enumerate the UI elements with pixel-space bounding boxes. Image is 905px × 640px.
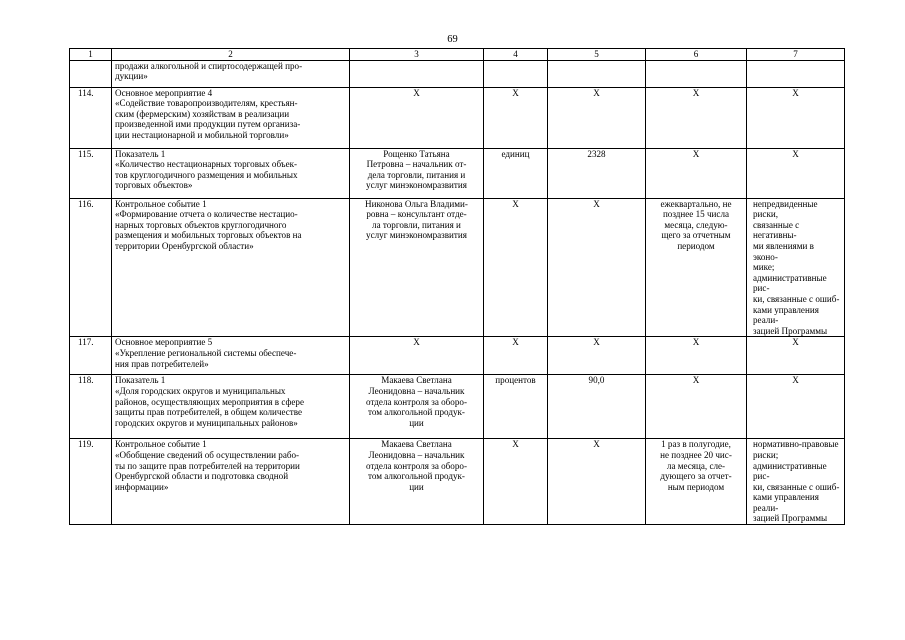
row-number: 118. bbox=[70, 375, 112, 439]
deadline: Х bbox=[692, 148, 700, 159]
target-value: Х bbox=[548, 198, 646, 337]
deadline: Х bbox=[692, 375, 700, 386]
unit: процентов bbox=[484, 375, 548, 439]
target-value: 2328 bbox=[548, 148, 646, 198]
column-header: 1 bbox=[70, 49, 112, 61]
column-header: 3 bbox=[350, 49, 484, 61]
measure-name: Контрольное событие 1 «Обобщение сведений об осуществлении рабо- ты по защите прав потребителей на территории Оренбургской области и подготовка сводной информации» bbox=[115, 439, 300, 492]
responsible-person: Никонова Ольга Владими- ровна – консультант отде- ла торговли, питания и услуг минэкономразвития bbox=[365, 198, 468, 241]
measure-name: Показатель 1 «Количество нестационарных торговых объек- тов круглогодичного размещения и мобильных торговых объектов» bbox=[115, 148, 298, 191]
risks: Х bbox=[792, 87, 799, 98]
column-header: 2 bbox=[112, 49, 350, 61]
risks: нормативно-правовые риски; административные рис- ки, связанные с ошиб- ками управления реали- зацией Программы bbox=[753, 439, 840, 524]
unit: Х bbox=[484, 337, 548, 375]
unit: Х bbox=[484, 198, 548, 337]
unit: Х bbox=[484, 439, 548, 525]
program-measures-table bbox=[69, 48, 845, 525]
measure-name: продажи алкогольной и спиртосодержащей про- дукции» bbox=[115, 60, 303, 82]
table-row bbox=[70, 198, 845, 337]
deadline: Х bbox=[692, 87, 700, 98]
target-value: Х bbox=[548, 337, 646, 375]
row-number: 114. bbox=[70, 87, 112, 148]
deadline: 1 раз в полугодие, не позднее 20 чис- ла месяца, сле- дующего за отчет- ным периодом bbox=[660, 439, 732, 492]
row-number: 115. bbox=[70, 148, 112, 198]
measure-name: Основное мероприятие 4 «Содействие товаропроизводителям, крестьян- ским (фермерским) хозяйствам в реализации произведенной ими продукции путем организа- ции нестационарной и мобильной торговли» bbox=[115, 87, 301, 140]
row-number: 116. bbox=[70, 198, 112, 337]
table-row bbox=[70, 60, 845, 87]
row-number: 119. bbox=[70, 439, 112, 525]
row-number bbox=[70, 60, 112, 87]
column-header: 5 bbox=[548, 49, 646, 61]
target-value: 90,0 bbox=[548, 375, 646, 439]
target-value bbox=[548, 60, 646, 87]
table-row bbox=[70, 148, 845, 198]
responsible-person: Х bbox=[413, 337, 420, 348]
risks: Х bbox=[792, 148, 799, 159]
measure-name: Контрольное событие 1 «Формирование отчета о количестве нестацио- нарных торговых объектов круглогодичного размещения и мобильных торговых объектов на территории Оренбургской области» bbox=[115, 198, 302, 251]
target-value: Х bbox=[548, 439, 646, 525]
unit: единиц bbox=[484, 148, 548, 198]
measure-name: Основное мероприятие 5 «Укрепление региональной системы обеспече- ния прав потребителей» bbox=[115, 337, 297, 369]
responsible-person: Макаева Светлана Леонидовна – начальник отдела контроля за оборо- том алкогольной продук- ции bbox=[366, 439, 467, 492]
risks: Х bbox=[792, 375, 799, 386]
row-number: 117. bbox=[70, 337, 112, 375]
risks: Х bbox=[792, 337, 799, 348]
table-row bbox=[70, 375, 845, 439]
risks: непредвиденные риски, связанные с негативны- ми явлениями в эконо- мике; административные рис- ки, связанные с ошиб- ками управления реали- зацией Программы bbox=[753, 198, 840, 336]
responsible-person: Рощенко Татьяна Петровна – начальник от- дела торговли, питания и услуг минэкономразвития bbox=[366, 148, 467, 191]
unit bbox=[484, 60, 548, 87]
column-number-row bbox=[70, 49, 845, 61]
unit: Х bbox=[484, 87, 548, 148]
target-value: Х bbox=[548, 87, 646, 148]
measure-name: Показатель 1 «Доля городских округов и муниципальных районов, осуществляющих мероприятия в сфере защиты прав потребителей, в общем количестве городских округов и муниципальных районов» bbox=[115, 375, 305, 428]
column-header: 6 bbox=[646, 49, 747, 61]
page-number: 69 bbox=[447, 34, 458, 45]
column-header: 4 bbox=[484, 49, 548, 61]
deadline: Х bbox=[692, 337, 700, 348]
column-header: 7 bbox=[747, 49, 845, 61]
table-row bbox=[70, 439, 845, 525]
table-row bbox=[70, 87, 845, 148]
responsible-person: Макаева Светлана Леонидовна – начальник отдела контроля за оборо- том алкогольной продук- ции bbox=[366, 375, 467, 428]
deadline: ежеквартально, не позднее 15 числа месяца, следую- щего за отчетным периодом bbox=[660, 198, 732, 251]
responsible-person: Х bbox=[413, 87, 420, 98]
table-row bbox=[70, 337, 845, 375]
